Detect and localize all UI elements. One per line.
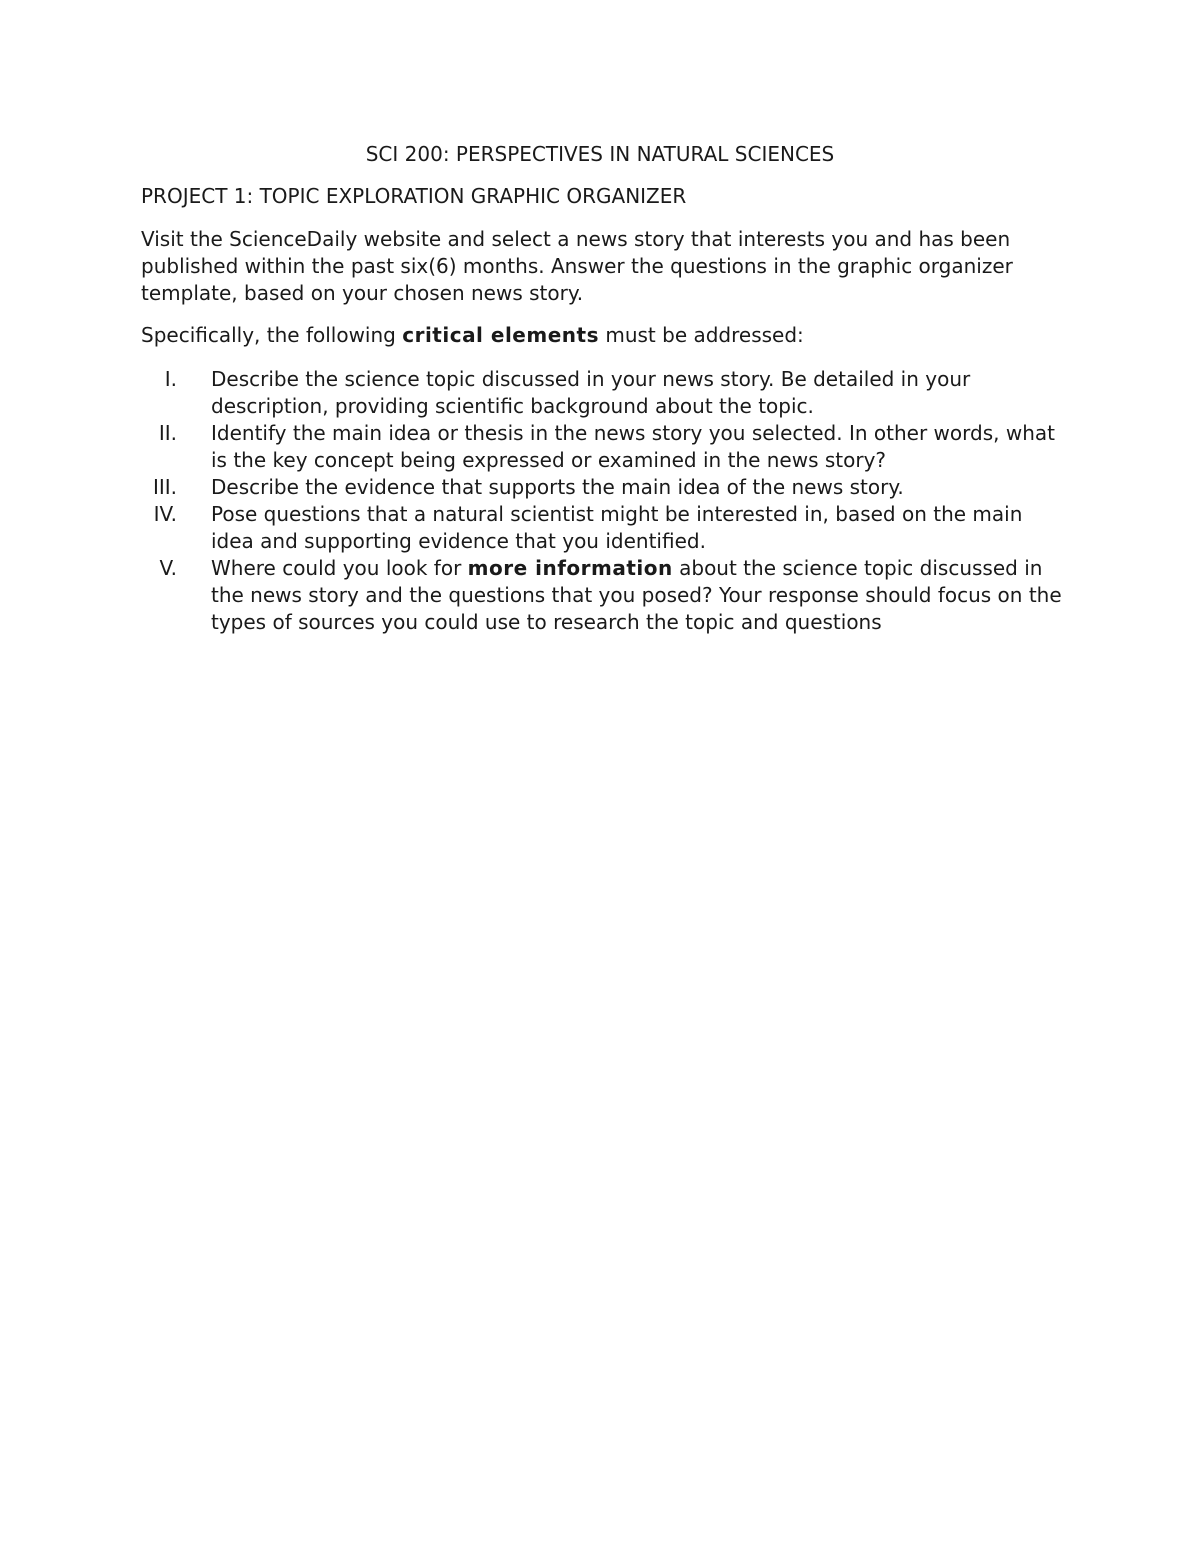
list-item bbox=[141, 501, 1071, 555]
project-title: PROJECT 1: TOPIC EXPLORATION GRAPHIC ORGANIZER bbox=[141, 184, 687, 208]
list-numeral: I. bbox=[164, 367, 177, 391]
list-item-text: Describe the science topic discussed in your news story. Be detailed in your description, providing scientific background about the topic. bbox=[211, 367, 971, 418]
lead-text-after: must be addressed: bbox=[598, 323, 804, 347]
list-numeral: V. bbox=[159, 556, 177, 580]
list-item-text-before: Where could you look for bbox=[211, 556, 468, 580]
list-item-text-after: about the science topic discussed in the news story and the questions that you posed? Your response should focus on the types of sources you could use to research the topic and questions bbox=[211, 556, 1062, 634]
list-item-bold-text: more information bbox=[467, 556, 673, 580]
list-item bbox=[141, 474, 1071, 501]
course-title: SCI 200: PERSPECTIVES IN NATURAL SCIENCES bbox=[365, 142, 835, 166]
critical-elements-list bbox=[141, 366, 1071, 636]
list-item bbox=[141, 366, 1071, 420]
list-numeral: IV. bbox=[153, 502, 177, 526]
list-item-text: Identify the main idea or thesis in the news story you selected. In other words, what is the key concept being expressed or examined in the news story? bbox=[211, 421, 1055, 472]
list-numeral: III. bbox=[152, 475, 177, 499]
list-numeral: II. bbox=[158, 421, 177, 445]
lead-text-before: Specifically, the following bbox=[141, 323, 403, 347]
list-item bbox=[141, 420, 1071, 474]
list-item bbox=[141, 555, 1071, 636]
critical-elements-lead bbox=[141, 322, 1061, 349]
list-item-text: Pose questions that a natural scientist might be interested in, based on the main idea and supporting evidence that you identified. bbox=[211, 502, 1023, 553]
intro-paragraph: Visit the ScienceDaily website and select a news story that interests you and has been published within the past six(6) months. Answer the questions in the graphic organizer template, based on your chosen news story. bbox=[141, 227, 1013, 305]
lead-bold-text: critical elements bbox=[402, 323, 599, 347]
list-item-text: Describe the evidence that supports the main idea of the news story. bbox=[211, 475, 904, 499]
